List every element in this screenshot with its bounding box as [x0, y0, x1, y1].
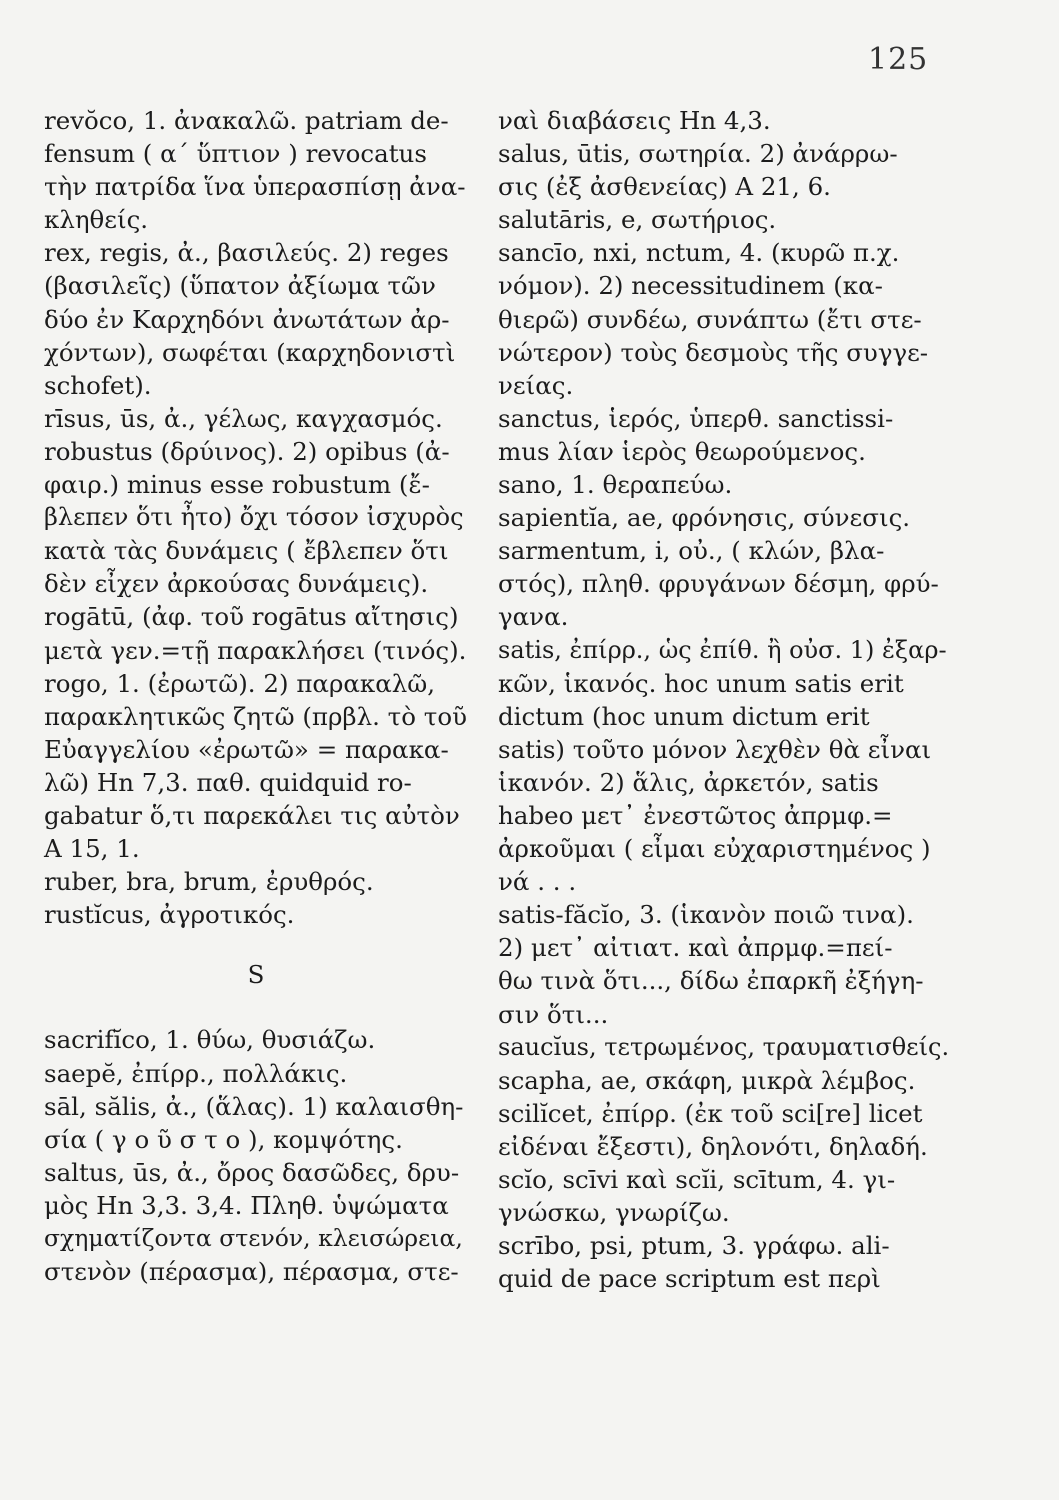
- text-line: θω τινὰ ὅτι..., δίδω ἐπαρκῆ ἐξήγη-: [498, 966, 924, 996]
- text-line: δὲν εἶχεν ἀρκούσας δυνάμεις).: [44, 569, 429, 599]
- text-line: ἱκανόν. 2) ἅλις, ἀρκετόν, satis: [498, 767, 879, 797]
- text-line: κατὰ τὰς δυνάμεις ( ἔβλεπεν ὅτι: [44, 536, 449, 566]
- text-line: σις (ἐξ ἀσθενείας) A 21, 6.: [498, 172, 831, 202]
- text-line: ruber, bra, brum, ἐρυθρός.: [44, 867, 374, 897]
- text-line: robustus (δρύινος). 2) opibus (ἀ-: [44, 436, 450, 466]
- text-line: χόντων), σωφέται (καρχηδονιστὶ: [44, 337, 456, 367]
- text-line: νά . . .: [498, 867, 577, 897]
- text-line: στός), πληθ. φρυγάνων δέσμη, φρύ-: [498, 569, 939, 599]
- text-line: μετὰ γεν.=τῇ παρακλήσει (τινός).: [44, 635, 467, 665]
- text-line: satis) τοῦτο μόνον λεχθὲν θὰ εἶναι: [498, 734, 932, 764]
- text-line: schofet).: [44, 370, 152, 400]
- text-line: saltus, ūs, ἀ., ὄρος δασῶδες, δρυ-: [44, 1157, 460, 1187]
- text-line: sano, 1. θεραπεύω.: [498, 470, 733, 500]
- text-line: saepĕ, ἐπίρρ., πολλάκις.: [44, 1058, 348, 1088]
- page-number: 125: [868, 42, 929, 77]
- text-line: λῶ) Hn 7,3. παθ. quidquid ro-: [44, 767, 412, 797]
- text-line: rogo, 1. (ἐρωτῶ). 2) παρακαλῶ,: [44, 668, 436, 698]
- text-line: ἀρκοῦμαι ( εἶμαι εὐχαριστημένος ): [498, 834, 931, 864]
- text-line: sanctus, ἱερός, ὑπερθ. sanctissi-: [498, 403, 894, 433]
- text-line: rogātū, (ἀφ. τοῦ rogātus αἴτησις): [44, 602, 459, 632]
- text-line: gabatur ὅ,τι παρεκάλει τις αὐτὸν: [44, 800, 460, 830]
- text-line: sapientĭa, ae, φρόνησις, σύνεσις.: [498, 503, 911, 533]
- text-line: scrībo, psi, ptum, 3. γράφω. ali-: [498, 1231, 890, 1261]
- text-line: παρακλητικῶς ζητῶ (πρβλ. τὸ τοῦ: [44, 701, 467, 731]
- text-line: sancīo, nxi, nctum, 4. (κυρῶ π.χ.: [498, 238, 900, 268]
- right-column: [498, 104, 952, 1295]
- text-line: quid de pace scriptum est περὶ: [498, 1264, 881, 1294]
- text-line: habeo μετ᾽ ἐνεστῶτος ἀπρμφ.=: [498, 800, 893, 830]
- text-line: sāl, sălis, ἀ., (ἅλας). 1) καλαισθη-: [44, 1091, 464, 1121]
- spacer: [44, 991, 468, 1023]
- text-line: salutāris, e, σωτήριος.: [498, 205, 777, 235]
- text-line: (βασιλεῖς) (ὕπατον ἀξίωμα τῶν: [44, 271, 436, 301]
- text-line: fensum ( α΄ ὕπτιον ) revocatus: [44, 139, 427, 169]
- text-line: τὴν πατρίδα ἵνα ὑπερασπίσῃ ἀνα-: [44, 172, 466, 202]
- text-line: A 15, 1.: [44, 834, 140, 864]
- text-line: sacrifĭco, 1. θύω, θυσιάζω.: [44, 1025, 376, 1055]
- text-line: φαιρ.) minus esse robustum (ἔ-: [44, 470, 430, 500]
- text-line: revŏco, 1. ἀνακαλῶ. patriam de-: [44, 106, 449, 135]
- text-line: νόμον). 2) necessitudinem (κα-: [498, 271, 883, 301]
- text-line: κῶν, ἱκανός. hoc unum satis erit: [498, 668, 904, 698]
- text-line: sarmentum, i, οὐ., ( κλών, βλα-: [498, 536, 885, 566]
- text-line: γνώσκω, γνωρίζω.: [498, 1198, 730, 1228]
- left-column: [44, 104, 468, 1288]
- text-line: μὸς Hn 3,3. 3,4. Πληθ. ὑψώματα: [44, 1190, 449, 1220]
- text-line: satis-făcĭo, 3. (ἱκανὸν ποιῶ τινα).: [498, 900, 914, 930]
- text-line: σία ( γ ο ῦ σ τ ο ), κομψότης.: [44, 1124, 403, 1154]
- text-line: rex, regis, ἀ., βασιλεύς. 2) reges: [44, 238, 449, 268]
- text-line: saucĭus, τετρωμένος, τραυματισθείς.: [498, 1032, 950, 1061]
- text-line: εἰδέναι ἔξεστι), δηλονότι, δηλαδή.: [498, 1131, 928, 1161]
- text-line: θιερῶ) συνδέω, συνάπτω (ἔτι στε-: [498, 304, 922, 334]
- text-line: mus λίαν ἱερὸς θεωρούμενος.: [498, 436, 866, 466]
- text-line: κληθείς.: [44, 205, 149, 235]
- text-line: νείας.: [498, 370, 574, 400]
- text-line: satis, ἐπίρρ., ὡς ἐπίθ. ἢ οὐσ. 1) ἐξαρ-: [498, 635, 947, 664]
- text-line: νώτερον) τοὺς δεσμοὺς τῆς συγγε-: [498, 337, 929, 367]
- text-line: scapha, ae, σκάφη, μικρὰ λέμβος.: [498, 1065, 916, 1095]
- text-line: δύο ἐν Καρχηδόνι ἀνωτάτων ἀρ-: [44, 304, 450, 334]
- text-line: σιν ὅτι...: [498, 999, 609, 1029]
- text-line: στενὸν (πέρασμα), πέρασμα, στε-: [44, 1257, 459, 1287]
- text-line: dictum (hoc unum dictum erit: [498, 701, 870, 731]
- spacer: [44, 931, 468, 958]
- text-line: 2) μετ᾽ αἰτιατ. καὶ ἀπρμφ.=πεί-: [498, 933, 893, 963]
- text-line: γανα.: [498, 602, 569, 632]
- text-line: Εὐαγγελίου «ἐρωτῶ» = παρακα-: [44, 734, 449, 764]
- text-line: rustĭcus, ἀγροτικός.: [44, 900, 295, 930]
- text-line: σχηματίζοντα στενόν, κλεισώρεια,: [44, 1224, 463, 1252]
- text-line: scĭo, scīvi καὶ scĭi, scītum, 4. γι-: [498, 1165, 896, 1194]
- text-line: βλεπεν ὅτι ἦτο) ὄχι τόσον ἰσχυρὸς: [44, 503, 464, 532]
- text-line: rīsus, ūs, ἀ., γέλως, καγχασμός.: [44, 403, 443, 433]
- text-line: ναὶ διαβάσεις Hn 4,3.: [498, 106, 771, 135]
- text-line: scilĭcet, ἐπίρρ. (ἐκ τοῦ sci[re] licet: [498, 1098, 923, 1128]
- section-letter: S: [247, 960, 265, 990]
- text-line: salus, ūtis, σωτηρία. 2) ἀνάρρω-: [498, 139, 898, 169]
